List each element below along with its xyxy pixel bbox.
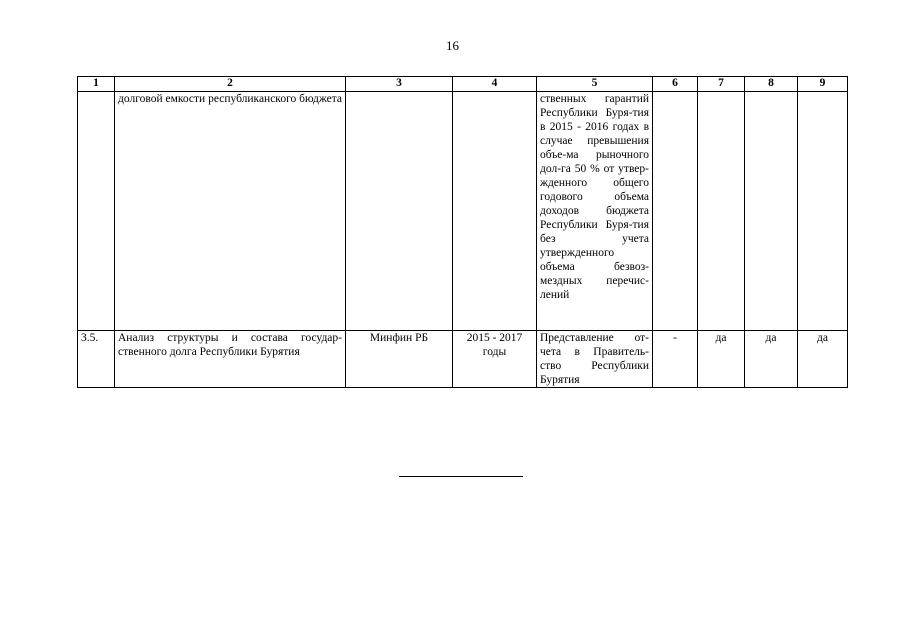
header-col-8: 8 [745, 77, 798, 92]
col8-cell: да [745, 331, 798, 388]
header-row [78, 77, 848, 92]
period-cell: 2015 - 2017 годы [453, 331, 537, 388]
header-col-6: 6 [653, 77, 698, 92]
col7-cell [698, 92, 745, 331]
col8-cell [745, 92, 798, 331]
row-number-cell [78, 92, 115, 331]
activity-cell: долговой емкости республиканского бюджета [115, 92, 346, 331]
col6-cell [653, 92, 698, 331]
header-col-7: 7 [698, 77, 745, 92]
closing-rule-line [399, 476, 523, 477]
header-col-2: 2 [115, 77, 346, 92]
col6-cell: - [653, 331, 698, 388]
result-cell: ственных гарантий Республики Буря-тия в 2015 - 2016 годах в случае превышения объе-ма рыночного дол-га 50 % от утвер-жденного общего годового объема доходов бюджета Республики Буря-тия без учета утвержденного объема безвоз-мездных перечис-лений [537, 92, 653, 331]
col7-cell: да [698, 331, 745, 388]
executor-cell: Минфин РБ [346, 331, 453, 388]
plan-table [77, 76, 848, 388]
header-col-5: 5 [537, 77, 653, 92]
result-cell: Представление от-чета в Правитель-ство Республики Бурятия [537, 331, 653, 388]
col9-cell: да [798, 331, 848, 388]
header-col-9: 9 [798, 77, 848, 92]
activity-cell: Анализ структуры и состава государ-ственного долга Республики Бурятия [115, 331, 346, 388]
page-number: 16 [446, 38, 459, 53]
header-col-1: 1 [78, 77, 115, 92]
header-col-3: 3 [346, 77, 453, 92]
executor-cell [346, 92, 453, 331]
header-col-4: 4 [453, 77, 537, 92]
col9-cell [798, 92, 848, 331]
table-row [78, 331, 848, 388]
period-cell [453, 92, 537, 331]
table-row [78, 92, 848, 331]
row-number-cell: 3.5. [78, 331, 115, 388]
